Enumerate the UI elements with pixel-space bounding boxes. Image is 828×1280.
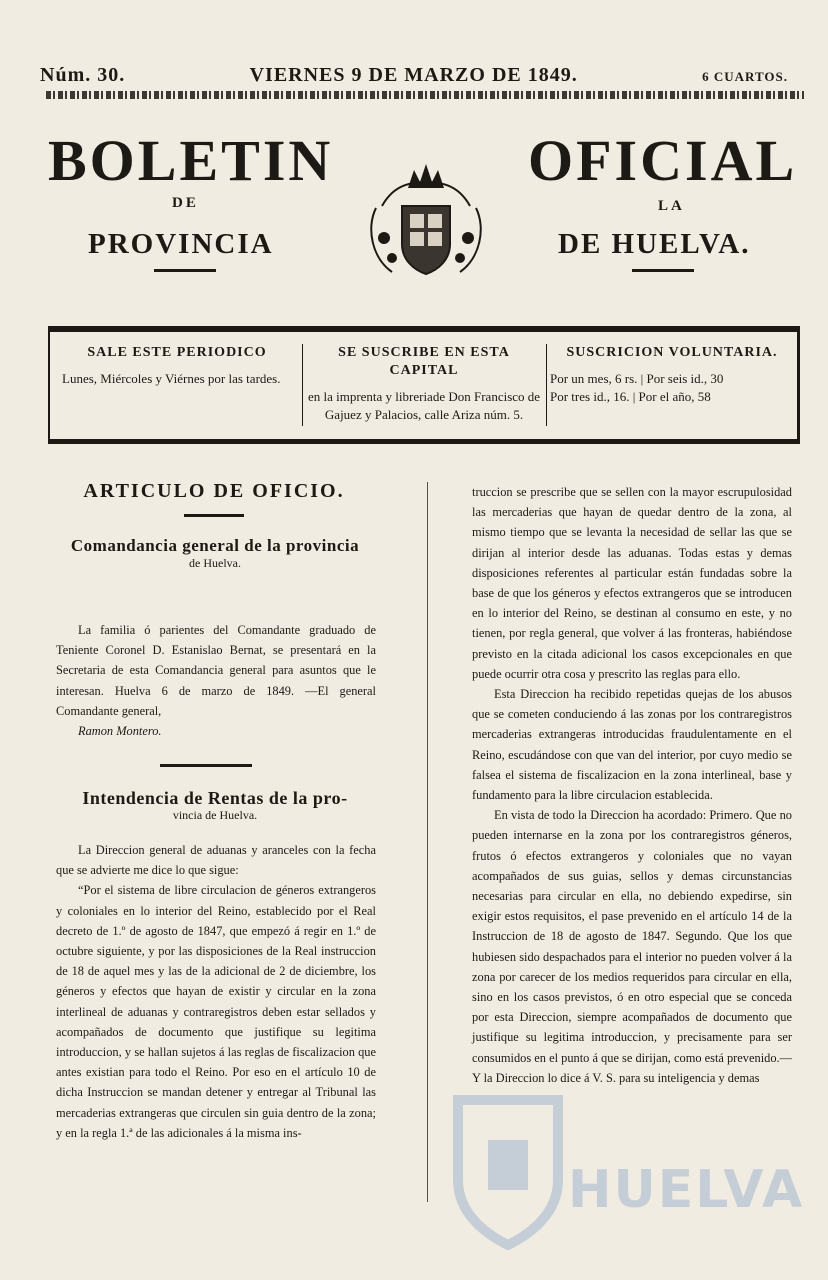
subscription-box	[48, 326, 800, 444]
circular-intro: La Direccion general de aduanas y aranceles con la fecha que se advierte me dice lo que sigue:	[56, 843, 376, 878]
schedule-column	[62, 344, 292, 388]
title-oficial: OFICIAL	[528, 128, 798, 193]
title-la: LA	[658, 198, 685, 214]
archive-watermark	[428, 1080, 805, 1260]
continuation-p2: Esta Direccion ha recibido repetidas quejas de los abusos que se cometen conduciendo á las zonas por los contraregistros mercaderias extrangeras introducidas fraudulentamente en el Reino, escudándose con que van del interior, por cuyo medio se falsea el sistema de fiscalizacion en la zona interlineal, base y fundamento para la libre circulacion establecida.	[472, 687, 792, 803]
notice-signature: Ramon Montero.	[78, 724, 162, 739]
title-de: DE	[172, 195, 199, 211]
title-de-huelva: DE HUELVA.	[558, 228, 751, 260]
section-title: Intendencia de Rentas de la pro-	[82, 788, 348, 808]
issue-number: Núm. 30.	[40, 64, 126, 86]
schedule-title: SALE ESTE PERIODICO	[87, 345, 267, 360]
continuation-p3: En vista de todo la Direccion ha acordado: Primero. Que no pueden internarse en la zona por los contraregistros géneros, frutos ó efectos extrangeros y coloniales que no vayan acompañados de sus guias, sellos y demas circunstancias necesarias para circular en ella, no debiendo expedirse, sin exigir estos requisitos, el pase prevenido en el artículo 14 de la Instruccion de 18 de agosto de 1847. Segundo. Que los que hubiesen sido despachados para el interior no pueden volver á la zona por carecer de los medios requeridos para circular en ella, sino en los casos previstos, ó en otro especial que se conceda por esta Direccion, siempre acompañados de documento que justifique su legitima introduccion, y precisamente para ser consumidos en el punto á que se dirijan, como está prevenido.— Y la Direccion lo dice á V. S. para su inteligencia y demas	[472, 808, 793, 1085]
notice-body: La familia ó parientes del Comandante graduado de Teniente Coronel D. Estanislao Bernat, se presentará en la Secretaria de esta Comandancia general para asuntos que le interesan. Huelva 6 de marzo de 1849. —El general Comandante general,	[56, 623, 376, 718]
issue-date: VIERNES 9 DE MARZO DE 1849.	[249, 64, 578, 86]
heading-rule	[184, 514, 244, 517]
rate-line-1: Por un mes, 6 rs. | Por seis id., 30	[550, 371, 724, 386]
continuation-text	[472, 482, 792, 1088]
title-underline-left	[154, 269, 216, 272]
voluntary-column	[550, 344, 794, 406]
title-provincia: PROVINCIA	[88, 228, 274, 260]
continuation-p1: truccion se prescribe que se sellen con la mayor escrupulosidad las mercaderias que hayan de quedar dentro de la zona, al mismo tiempo que se levanta la necesidad de sellar las que se dirijan al interior desde las aduanas. Todas estas y demas disposiciones referentes al particular están fundadas sobre la base de que los géneros y efectos extrangeros que se introducen en lo interior del Reino, se destinan al consumo en este, y no tienen, por regla general, que volver á las fronteras, habiéndose previsto en la citada adicional los casos excepcionales en que puede ocurrir otra cosa y prescrito las reglas para ello.	[472, 485, 792, 681]
voluntary-title: SUSCRICION VOLUNTARIA.	[566, 345, 778, 360]
ornamental-rule	[46, 91, 804, 99]
section-rule	[160, 764, 252, 767]
rate-line-2: Por tres id., 16. | Por el año, 58	[550, 389, 711, 404]
coat-of-arms-icon	[362, 148, 490, 280]
schedule-text: Lunes, Miércoles y Viérnes por las tardes.	[62, 371, 281, 386]
circular-paragraph	[56, 840, 376, 1143]
section-title: Comandancia general de la provincia	[70, 536, 360, 555]
notice-paragraph	[56, 620, 376, 741]
circular-body: “Por el sistema de libre circulacion de géneros extrangeros y coloniales en lo interior del Reino, establecido por el Real decreto de 1.º de agosto de 1847, que empezó á regir en 1.º de octubre siguiente, y por las disposiciones de la Real instruccion de 18 de aquel mes y las de la adicional de 2 de diciembre, los géneros y efectos que hayan de existir y circular en la zona interlineal de aduanas y contraregistros deben estar sellados y acompañados de documento que justifique su legitima introduccion, y se hallan sujetos á las reglas de fiscalizacion que antes existian para todo el Reino. Por eso en el artículo 10 de dicha Instruccion se mandan detener y entregar al Tribunal las mercaderias extrangeras que circulen sin guia dentro de la zona; y en la regla 1.ª de las adicionales á la misma ins-	[56, 883, 376, 1140]
section-subtitle: vincia de Huelva.	[172, 808, 258, 822]
title-underline-right	[632, 269, 694, 272]
section-subtitle: de Huelva.	[189, 556, 241, 570]
article-heading: ARTICULO DE OFICIO.	[83, 480, 345, 502]
box-divider	[546, 344, 547, 426]
issue-price: 6 CUARTOS.	[702, 69, 788, 84]
title-boletin: BOLETIN	[48, 128, 334, 193]
subscribe-column	[306, 344, 542, 424]
watermark-text: HUELVA	[568, 1160, 805, 1220]
box-divider	[302, 344, 303, 426]
subscribe-title: SE SUSCRIBE EN ESTA CAPITAL	[338, 345, 510, 378]
subscribe-text: en la imprenta y libreriade Don Francisco de Gajuez y Palacios, calle Ariza núm. 5.	[307, 389, 541, 422]
masthead-line	[40, 64, 788, 87]
